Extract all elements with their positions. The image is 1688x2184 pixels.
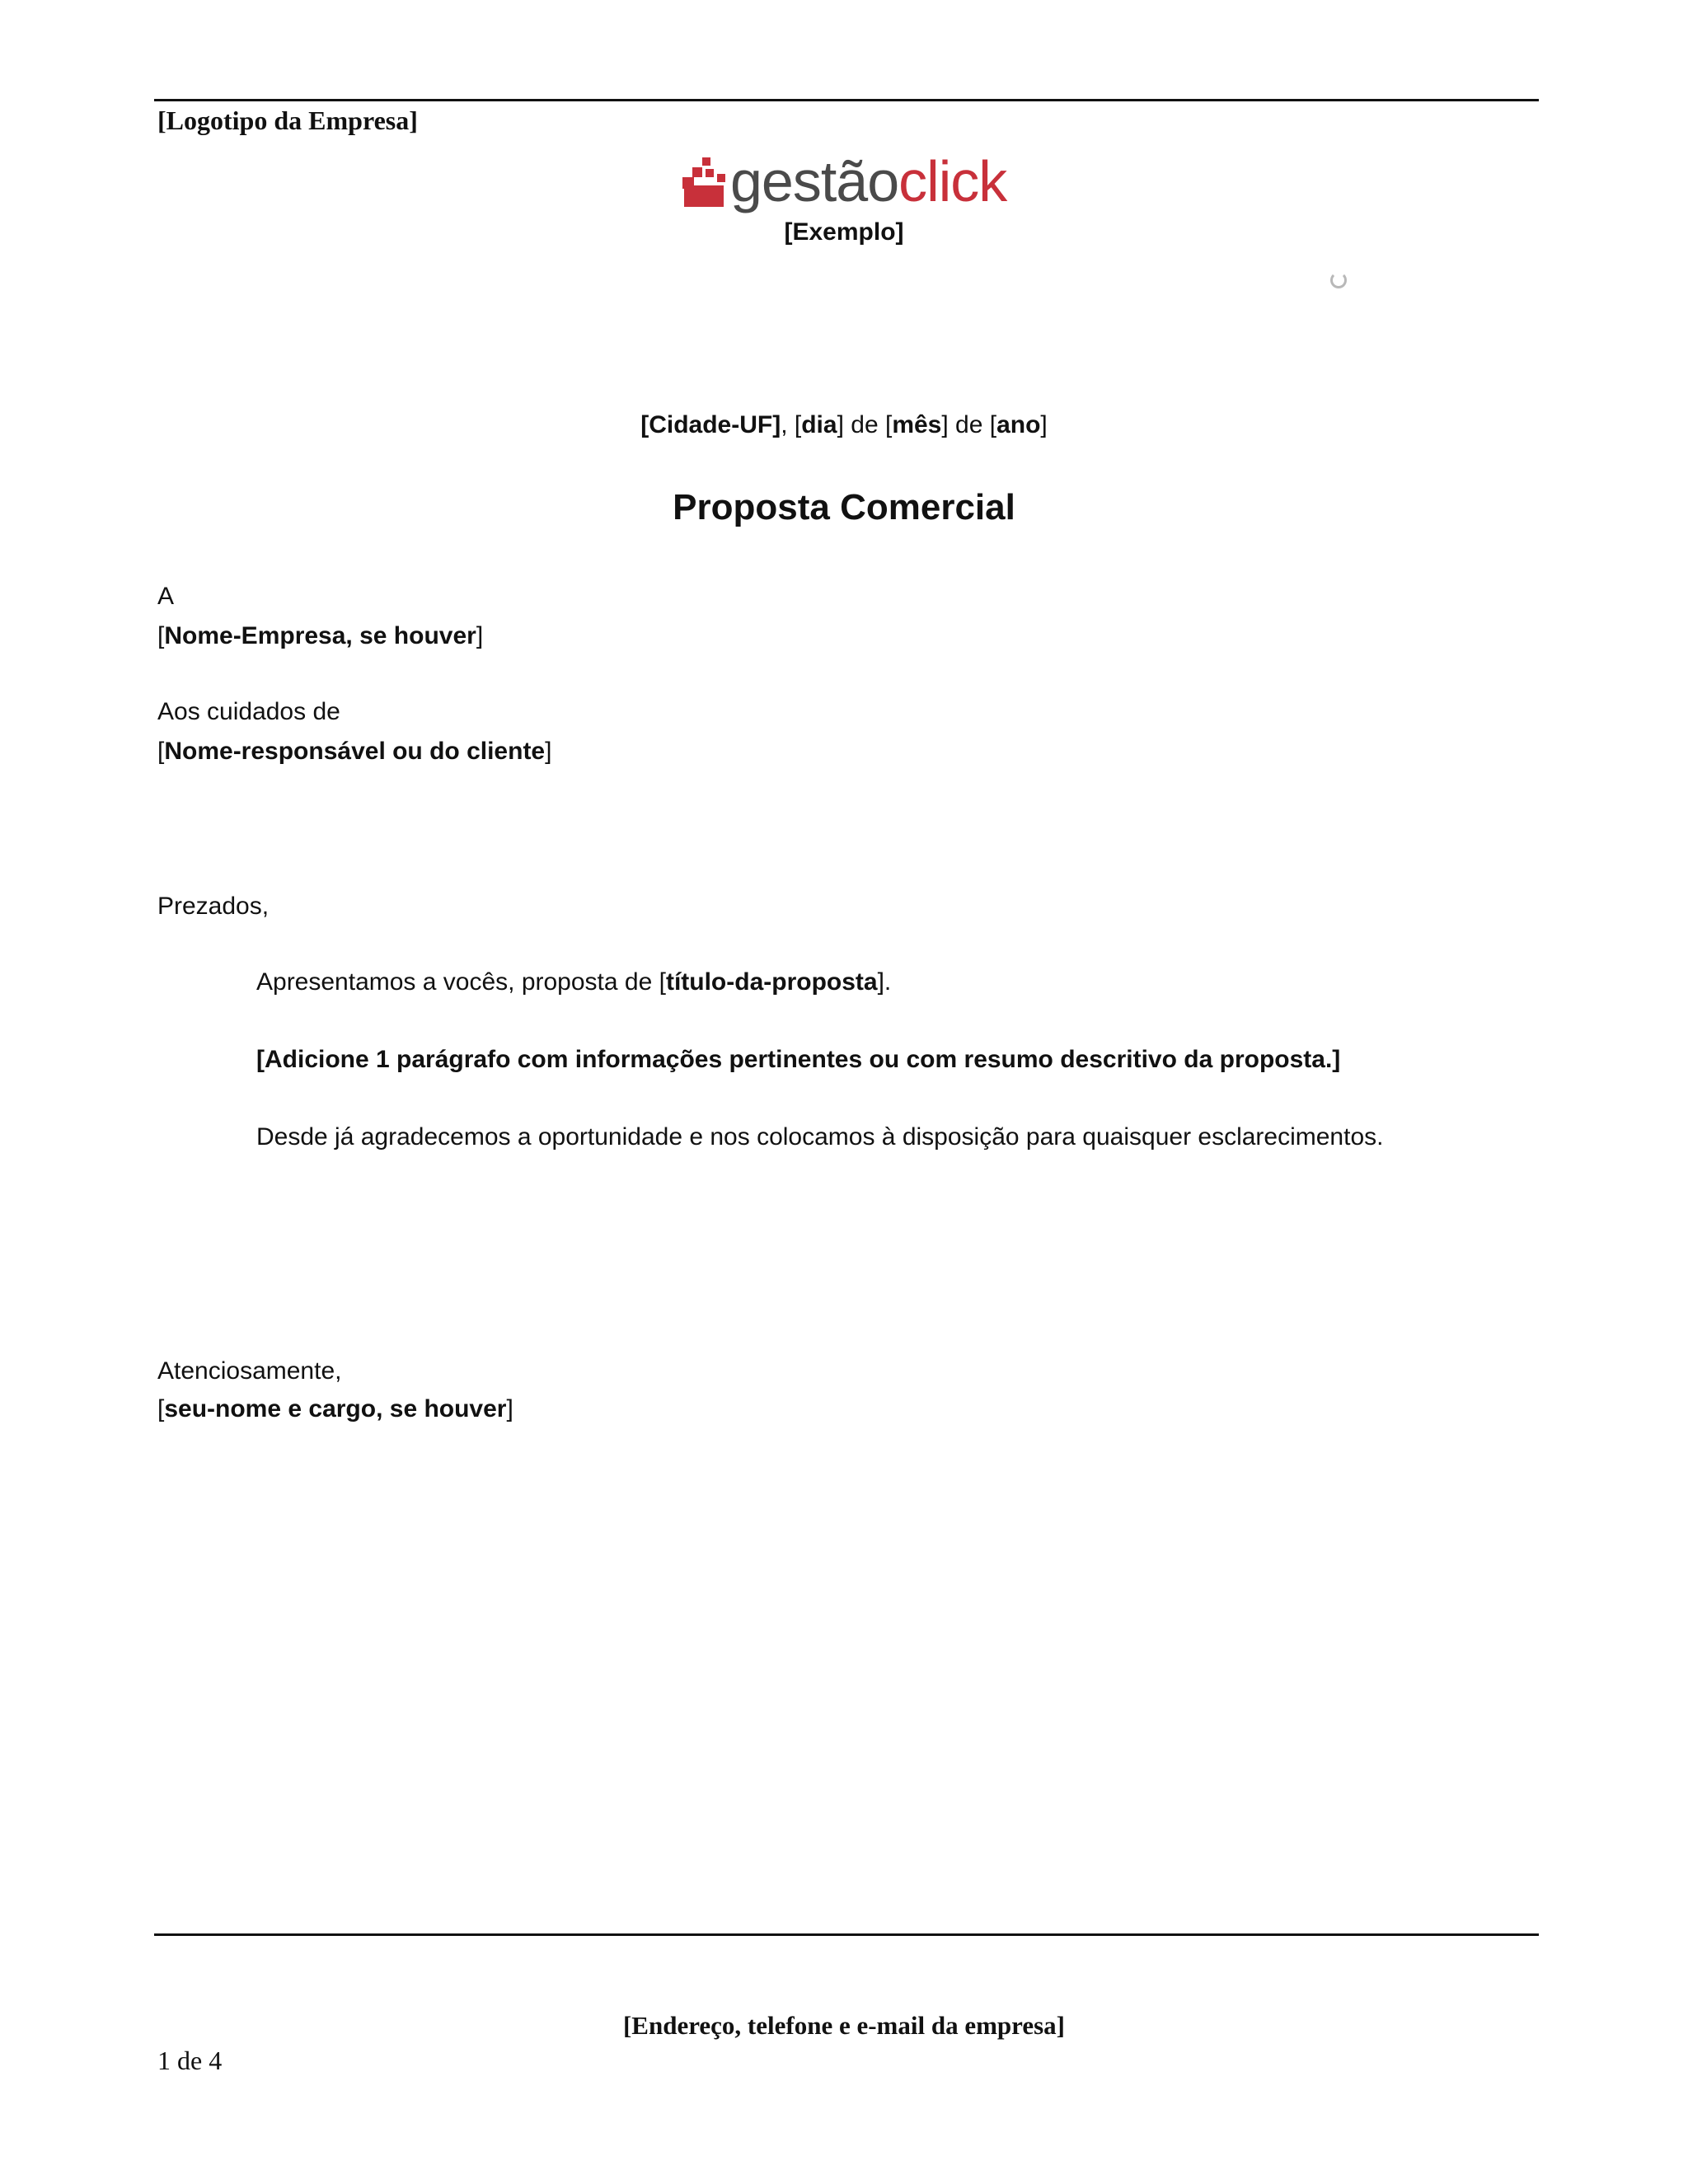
- date-end: ]: [1040, 411, 1048, 438]
- recipient-company-name: Nome-Empresa, se houver: [164, 622, 476, 649]
- signature-line: [157, 1393, 513, 1426]
- page-number: 1 de 4: [157, 2046, 223, 2075]
- footer-rule: [154, 1933, 1539, 1936]
- recipient-prefix: A: [157, 583, 175, 610]
- recipient-person-open: [: [157, 738, 165, 765]
- date-city: [Cidade-UF]: [640, 411, 781, 438]
- date-year: ano: [996, 411, 1041, 438]
- date-sep-2: ] de [: [837, 411, 893, 438]
- logo-placeholder: [Logotipo da Empresa]: [157, 105, 418, 135]
- date-day: dia: [801, 411, 837, 438]
- document-title: Proposta Comercial: [673, 487, 1015, 527]
- signature-name: seu-nome e cargo, se houver: [164, 1395, 507, 1422]
- signature-open: [: [157, 1395, 165, 1422]
- date-line: [0, 409, 1688, 442]
- attention-line: Aos cuidados de: [157, 698, 340, 725]
- intro-text: Apresentamos a vocês, proposta de [: [256, 968, 666, 996]
- company-logo: [681, 148, 1006, 214]
- greeting: Prezados,: [157, 893, 270, 920]
- recipient-person: [157, 735, 551, 768]
- date-month: mês: [892, 411, 942, 438]
- sign-off: Atenciosamente,: [157, 1357, 342, 1385]
- instruction-paragraph: [Adicione 1 parágrafo com informações pertinentes ou com resumo descritivo da proposta.]: [256, 1046, 1341, 1073]
- intro-end: ].: [877, 968, 892, 996]
- intro-paragraph: [256, 966, 891, 999]
- recipient-company-open: [: [157, 622, 165, 649]
- logo-word-gestao: gestão: [730, 149, 899, 213]
- date-sep-3: ] de [: [941, 411, 997, 438]
- footer-contact: [Endereço, telefone e e-mail da empresa]: [622, 2011, 1066, 2040]
- recipient-person-name: Nome-responsável ou do cliente: [164, 738, 546, 765]
- recipient-person-close: ]: [545, 738, 552, 765]
- signature-close: ]: [506, 1395, 513, 1422]
- loading-spinner-icon: [1330, 272, 1347, 288]
- logo-word-click: click: [898, 149, 1007, 213]
- header-rule: [154, 99, 1539, 101]
- closing-paragraph: Desde já agradecemos a oportunidade e nos colocamos à disposição para quaisquer esclarecimentos.: [256, 1123, 1384, 1151]
- date-sep-1: , [: [781, 411, 802, 438]
- proposal-title: título-da-proposta: [665, 968, 878, 996]
- recipient-company-close: ]: [476, 622, 484, 649]
- logo-wordmark: [730, 148, 1006, 214]
- example-label: [Exemplo]: [784, 218, 904, 246]
- recipient-company: [157, 620, 483, 653]
- logo-cubes-icon: [681, 152, 725, 210]
